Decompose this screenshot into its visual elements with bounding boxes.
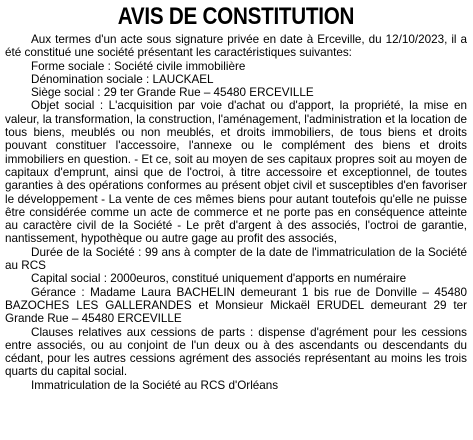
company-name-line: Dénomination sociale : LAUCKAEL <box>31 72 214 86</box>
registration-paragraph: Immatriculation de la Société au RCS d'Orléans <box>31 378 279 392</box>
share-transfer-clause-paragraph: Clauses relatives aux cessions de parts : dispense d'agrément pour les cessions entre associés, ou au conjoint de l'un deux ou à des ascendants ou descendants du cédant, pour les autres cessions agrément des associés représentant au moins les trois quarts du capital social. <box>5 325 467 379</box>
corporate-purpose-paragraph: Objet social : L'acquisition par voie d'achat ou d'apport, la propriété, la mise en valeur, la transformation, la construction, l'aménagement, l'administration et la location de tous biens, meublés ou non meublés, et droits immobiliers, de tous biens et droits pouvant constituer l'accessoire, l'annexe ou le complément des biens et droits immobiliers en question. - Et ce, soit au moyen de ses capitaux propres soit au moyen de capitaux d'emprunt, ainsi que de l'octroi, à titre accessoire et exceptionnel, de toutes garanties à des opérations conformes au présent objet civil et susceptibles d'en favoriser le développement - La vente de ces mêmes biens pour autant toutefois qu'elle ne puisse être considérée comme un acte de commerce et ne porte pas en conséquence atteinte au caractère civil de la Société - Le prêt d'argent à des associés, l'octroi de garantie, nantissement, hypothèque ou autre gage au profit des associés, <box>5 99 467 246</box>
management-paragraph: Gérance : Madame Laura BACHELIN demeurant 1 bis rue de Donville – 45480 BAZOCHES LES GALLERANDES et Monsieur Mickaël ERUDEL demeurant 29 ter Grande Rue – 45480 ERCEVILLE <box>5 285 467 326</box>
legal-form-line: Forme sociale : Société civile immobilière <box>31 59 246 73</box>
notice-body <box>5 33 467 392</box>
intro-paragraph: Aux termes d'un acte sous signature privée en date à Erceville, du 12/10/2023, il a été constitué une société présentant les caractéristiques suivantes: <box>5 33 467 60</box>
duration-paragraph: Durée de la Société : 99 ans à compter de la date de l'immatriculation de la Société au RCS <box>5 245 467 273</box>
share-capital-paragraph: Capital social : 2000euros, constitué uniquement d'apports en numéraire <box>31 272 407 286</box>
registered-office-line: Siège social : 29 ter Grande Rue – 45480 ERCEVILLE <box>31 86 314 100</box>
notice-title: AVIS DE CONSTITUTION <box>117 3 355 30</box>
